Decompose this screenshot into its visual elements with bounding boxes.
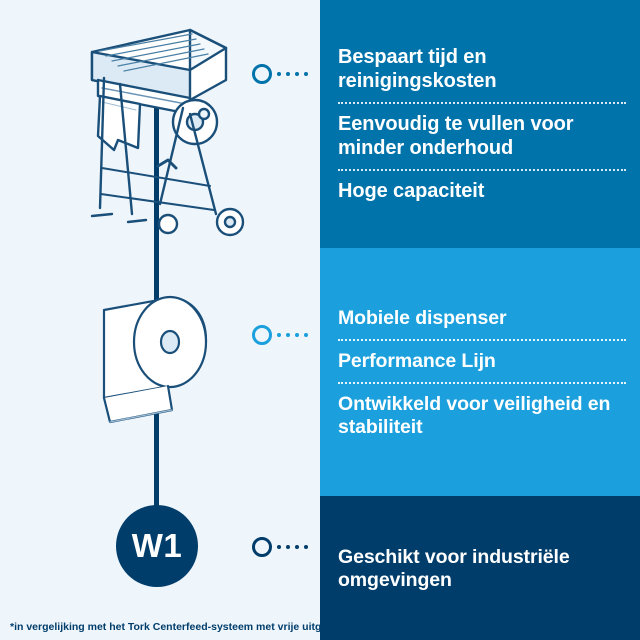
connector-2 [252, 325, 308, 345]
panel-benefits-item: Eenvoudig te vullen voor minder onderhoud [338, 102, 626, 169]
panel-features [320, 248, 640, 496]
connector-3 [252, 537, 308, 557]
panels-column [320, 0, 640, 640]
panel-benefits-item: Hoge capaciteit [338, 169, 626, 213]
badge-label: W1 [131, 527, 183, 564]
panel-benefits-item: Bespaart tijd en reinigingskosten [338, 46, 497, 92]
connector-circle-icon [252, 325, 272, 345]
connector-circle-icon [252, 64, 272, 84]
connector-circle-icon [252, 537, 272, 557]
paper-roll-illustration [60, 282, 250, 442]
connector-dots-icon [277, 333, 308, 337]
panel-features-item: Mobiele dispenser [338, 307, 507, 329]
connector-dots-icon [277, 545, 308, 549]
mobile-dispenser-illustration [40, 18, 270, 248]
connector-1 [252, 64, 308, 84]
footnote: *in vergelijking met het Tork Centerfeed-systeem met vrije uitgifte [10, 621, 338, 633]
panel-benefits [320, 0, 640, 248]
standard-badge-w1 [116, 505, 198, 587]
panel-features-item: Performance Lijn [338, 339, 626, 382]
connector-dots-icon [277, 72, 308, 76]
panel-application-item: Geschikt voor industriële omgevingen [338, 545, 570, 591]
panel-application [320, 496, 640, 640]
panel-features-item: Ontwikkeld voor veiligheid en stabiliteit [338, 382, 626, 448]
